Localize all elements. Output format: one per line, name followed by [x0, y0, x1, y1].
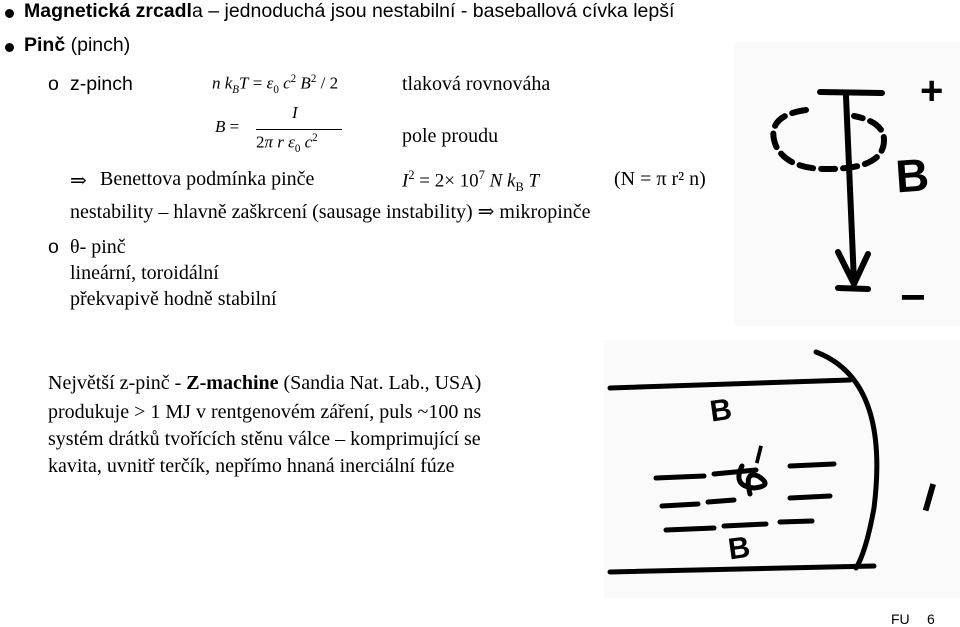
bullet-dot	[5, 43, 14, 52]
wire-row-mid-1	[662, 504, 698, 506]
equation-field-b: B =	[215, 117, 240, 136]
pinc-bold: Pinč	[24, 34, 66, 56]
fraction-bar	[256, 129, 342, 130]
wire-row-mid-3	[790, 496, 830, 498]
instability-arrow: ⇒	[477, 201, 495, 223]
benett-equation: $I^2 = 2\times 10^7$ N $k_B$ T	[402, 168, 540, 195]
sketch2-i-right: I	[917, 475, 941, 521]
cylinder-end-cap	[816, 352, 877, 568]
sketch2-b-top: B	[707, 392, 734, 429]
zmachine-line3: systém drátků tvořících stěnu válce – komprimující se	[48, 428, 481, 450]
sketch-plus: +	[920, 69, 944, 113]
wire-row-bot-2	[724, 524, 766, 526]
wire-row-top-1	[656, 476, 704, 478]
zmachine-line1-post: (Sandia Nat. Lab., USA)	[278, 372, 482, 394]
sketch-zmachine-cylinder	[604, 340, 960, 598]
benett-note: (N = π r² n)	[614, 168, 706, 190]
cylinder-top-wall	[610, 380, 850, 388]
sketch2-b-bottom: B	[726, 530, 753, 567]
sketch-top-bar	[820, 92, 882, 93]
wire-row-top-3	[790, 464, 834, 466]
wire-row-bot-3	[780, 521, 812, 522]
benett-arrow: ⇒	[70, 170, 87, 192]
sketch-loop	[773, 110, 884, 169]
equation-pressure-balance: n $k_BT = \varepsilon_0$ $c^2$ $B^2 / 2$	[212, 73, 339, 97]
equation-pressure-balance-desc: tlaková rovnováha	[402, 73, 551, 95]
bullet-dot	[5, 9, 14, 18]
wire-row-mid-2	[708, 500, 734, 502]
zmachine-line1	[48, 372, 481, 395]
pinc-rest: (pinch)	[65, 34, 131, 56]
zmachine-name: Z-machine	[186, 372, 279, 394]
wire-row-bot-1	[666, 528, 714, 530]
zmachine-line2: produkuje > 1 MJ v rentgenovém záření, puls ~100 ns	[48, 401, 482, 423]
benett-label: Benettova podmínka pinče	[100, 168, 315, 190]
sketch-arrow-shaft	[846, 96, 854, 282]
sketch-b-label: B	[893, 148, 931, 203]
theta-marker: o	[48, 236, 59, 258]
zpinch-label: z-pinch	[70, 73, 133, 95]
sketch-bottom-bar	[838, 288, 868, 289]
zmachine-line1-pre: Největší z-pinč -	[48, 372, 187, 394]
sketch-minus: −	[900, 273, 926, 322]
instability-desc: nestability – hlavně zaškrcení (sausage instability)	[70, 201, 473, 223]
sketch-zpinch-field	[734, 42, 960, 326]
bullet-magneticka-zrcadla	[24, 0, 674, 23]
theta-label: θ- pinč	[70, 236, 126, 258]
sketch2-i-mid: I	[751, 438, 767, 470]
bullet-pinc	[24, 34, 130, 57]
zmachine-line4: kavita, uvnitř terčík, nepřímo hnaná inerciální fúze	[48, 455, 455, 477]
magneticka-bold: Magnetická zrcadl	[24, 0, 192, 22]
page-number: 6	[927, 611, 935, 627]
instability-text	[70, 199, 591, 224]
theta-line2: překvapivě hodně stabilní	[70, 288, 277, 310]
footer-label: FU	[891, 611, 910, 627]
equation-field-denominator: 2π r $\varepsilon_0$ $c^2$	[256, 132, 318, 156]
zpinch-marker: o	[48, 73, 59, 95]
magneticka-rest: a – jednoduchá jsou nestabilní - baseballová cívka lepší	[191, 0, 675, 22]
equation-field-desc: pole proudu	[402, 125, 499, 147]
equation-field-numerator: I	[292, 103, 298, 122]
cylinder-bottom-wall	[610, 566, 874, 572]
theta-line1: lineární, toroidální	[70, 262, 219, 284]
instability-result: mikropinče	[499, 201, 591, 223]
